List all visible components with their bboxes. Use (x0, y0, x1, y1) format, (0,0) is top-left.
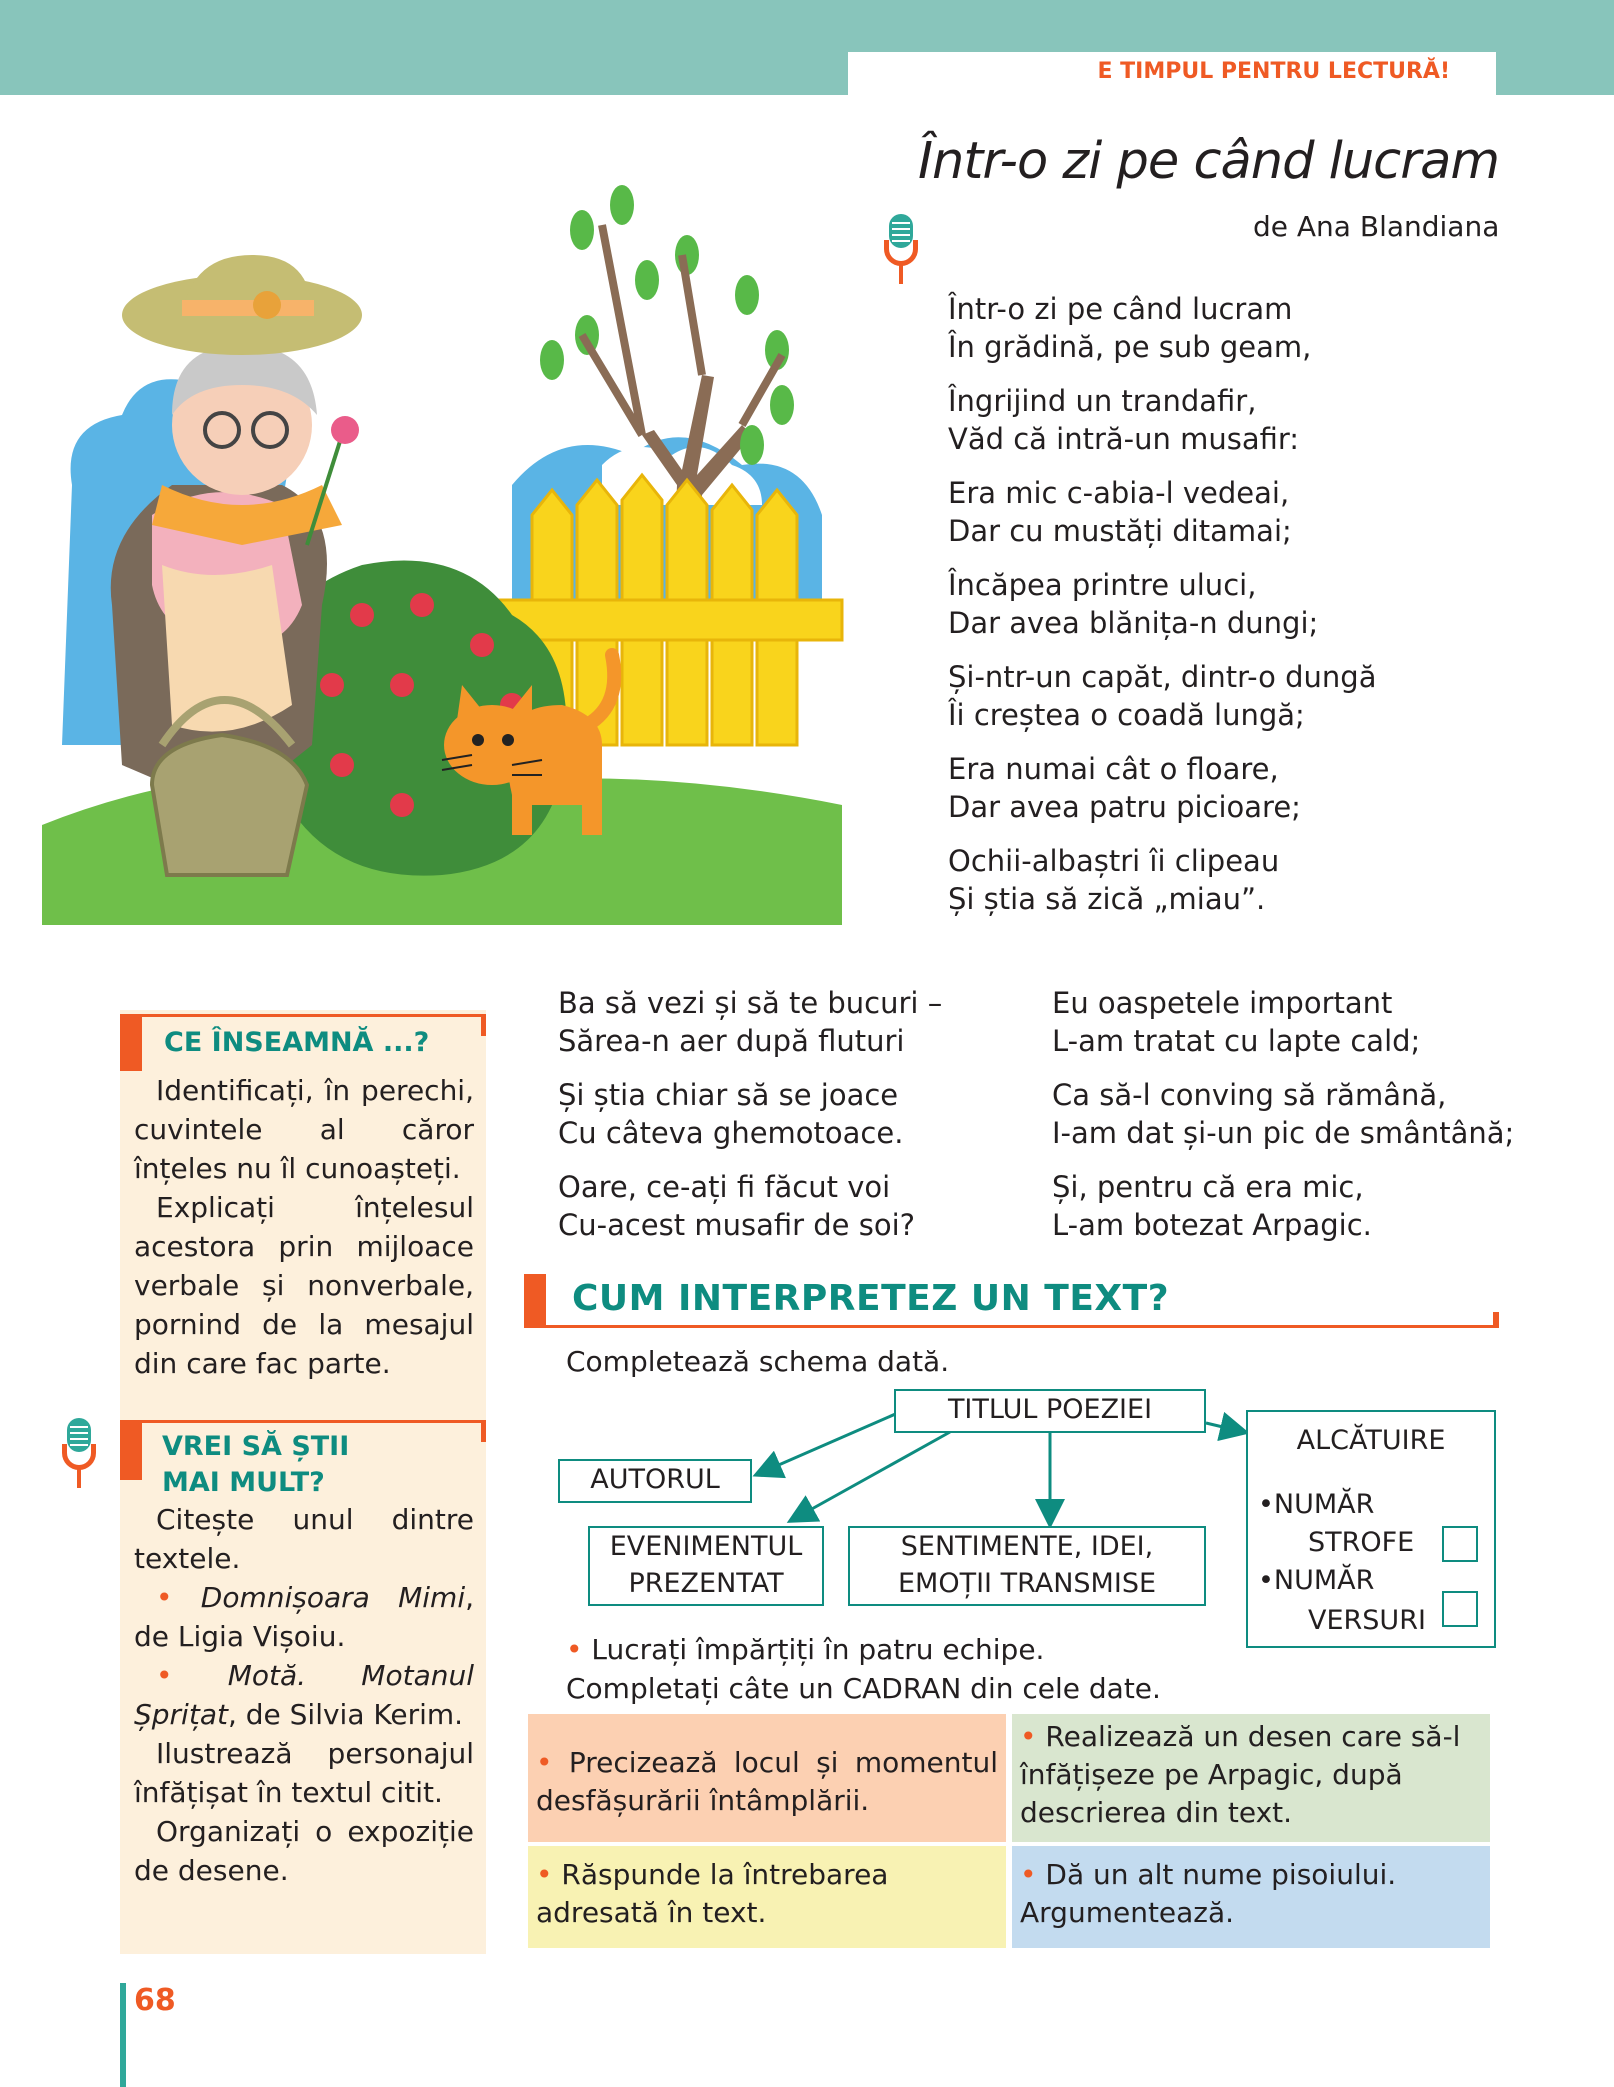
verse: Sărea-n aer după fluturi (558, 1024, 905, 1058)
page-number-bar (120, 1983, 126, 2087)
verse: Într-o zi pe când lucram (948, 292, 1293, 326)
team-task (566, 1630, 1161, 1708)
verse: Încăpea printre uluci, (948, 568, 1257, 602)
verse: Dar avea blănița-n dungi; (948, 606, 1319, 640)
structure-item: •NUMĂR (1258, 1565, 1375, 1596)
sidebar-heading-line: MAI MULT? (162, 1467, 325, 1498)
schema-author-box: AUTORUL (558, 1459, 752, 1503)
quadrant-text: Răspunde la întrebarea adresată în text. (536, 1858, 889, 1929)
team-task-line (566, 1630, 1161, 1669)
poem-column-top (948, 290, 1377, 934)
bullet: • (1020, 1858, 1037, 1891)
stanza (948, 842, 1377, 918)
sidebar-heading-line: VREI SĂ ȘTII (162, 1431, 350, 1462)
stanza (948, 566, 1377, 642)
verse: Ba să vezi și să te bucuri – (558, 986, 943, 1020)
sidebar-heading-more (120, 1420, 486, 1502)
verse: Dar cu mustăți ditamai; (948, 514, 1292, 548)
box-line: EVENIMENTUL (609, 1531, 803, 1562)
section-title: CUM INTERPRETEZ UN TEXT? (572, 1278, 1170, 1319)
verse: Îi creștea o coadă lungă; (948, 698, 1305, 732)
quadrant-location (528, 1714, 1006, 1842)
book-title: Motă. Motanul Șprițat (134, 1659, 474, 1731)
bullet: • (1020, 1720, 1037, 1753)
stanza (948, 474, 1377, 550)
box-line: SENTIMENTE, IDEI, (900, 1531, 1154, 1562)
stanza (948, 750, 1377, 826)
stanza (1052, 1076, 1514, 1152)
schema-title-box: TITLUL POEZIEI (894, 1389, 1206, 1433)
structure-title: ALCĂTUIRE (1296, 1425, 1446, 1456)
task-text: Lucrați împărțiți în patru echipe. (591, 1633, 1045, 1666)
verse: Ca să-l conving să rămână, (1052, 1078, 1447, 1112)
bullet: • (156, 1659, 173, 1692)
verse: Și-ntr-un capăt, dintr-o dungă (948, 660, 1377, 694)
book-recommendation (134, 1578, 474, 1656)
stanza (948, 658, 1377, 734)
verse: Și, pentru că era mic, (1052, 1170, 1364, 1204)
sidebar-more-text (134, 1500, 474, 1890)
schema-feelings-box (848, 1526, 1206, 1606)
schema-event-box (588, 1526, 824, 1606)
verse: Cu-acest musafir de soi? (558, 1208, 916, 1242)
verse: I-am dat și-un pic de smântână; (1052, 1116, 1515, 1150)
verse: Ochii-albaștri îi clipeau (948, 844, 1280, 878)
quadrant-text: Realizează un desen care să-l înfățișeze pe Arpagic, după descrierea din text. (1020, 1720, 1461, 1829)
stanza (948, 290, 1377, 366)
section-heading (524, 1272, 1499, 1328)
box-line: EMOȚII TRANSMISE (897, 1568, 1157, 1599)
sidebar-heading-meaning (120, 1014, 486, 1068)
versuri-count-box[interactable] (1442, 1591, 1478, 1627)
verse: Eu oaspetele important (1052, 986, 1393, 1020)
poem-column-right (1052, 984, 1514, 1260)
garden-illustration (42, 185, 852, 925)
sidebar-paragraph: Organizați o expoziție de desene. (134, 1815, 474, 1887)
book-recommendation (134, 1656, 474, 1734)
stanza (948, 382, 1377, 458)
stanza (1052, 984, 1514, 1060)
verse: L-am tratat cu lapte cald; (1052, 1024, 1421, 1058)
verse: Și știa să zică „miau”. (948, 882, 1266, 916)
quadrant-rename (1012, 1846, 1490, 1948)
poem-author: de Ana Blandiana (1253, 210, 1500, 243)
stanza (558, 984, 942, 1060)
quadrant-text: Dă un alt nume pisoiului. Argumentează. (1020, 1858, 1397, 1929)
strofe-count-box[interactable] (1442, 1526, 1478, 1562)
book-title: Domnișoara Mimi (200, 1581, 466, 1614)
verse: Văd că intră-un musafir: (948, 422, 1300, 456)
bullet: • (566, 1633, 583, 1666)
section-label: E TIMPUL PENTRU LECTURĂ! (848, 52, 1496, 95)
bullet: • (536, 1746, 553, 1779)
verse: Era mic c-abia-l vedeai, (948, 476, 1290, 510)
stanza (558, 1168, 942, 1244)
quadrant-text: Precizează locul și momentul desfășurării întâmplării. (536, 1746, 998, 1817)
sidebar-paragraph: Explicați înțelesul acestora prin mijloace verbale și nonverbale, pornind de la mesajul din care fac parte. (134, 1191, 474, 1380)
task-text: Completați câte un CADRAN din cele date. (566, 1672, 1161, 1705)
sidebar-heading-text: CE ÎNSEAMNĂ ...? (164, 1027, 430, 1058)
verse: Era numai cât o floare, (948, 752, 1279, 786)
sidebar-paragraph: Citește unul dintre textele. (134, 1503, 474, 1575)
quadrant-question (528, 1846, 1006, 1948)
stanza (558, 1076, 942, 1152)
verse: Îngrijind un trandafir, (948, 384, 1257, 418)
poem-title: Într-o zi pe când lucram (918, 132, 1500, 191)
verse: Și știa chiar să se joace (558, 1078, 899, 1112)
sidebar-paragraph: Identificați, în perechi, cuvintele al căror înțeles nu îl cunoașteți. (134, 1074, 474, 1185)
bullet: • (536, 1858, 553, 1891)
sidebar-paragraph: Ilustrează personajul înfățișat în textul citit. (134, 1737, 474, 1809)
verse: În grădină, pe sub geam, (948, 330, 1312, 364)
schema-instruction: Completează schema dată. (566, 1345, 950, 1378)
structure-item: •NUMĂR (1258, 1489, 1375, 1520)
bullet: • (156, 1581, 173, 1614)
verse: Oare, ce-ați fi făcut voi (558, 1170, 891, 1204)
sidebar-meaning-text (134, 1071, 474, 1383)
page-number: 68 (134, 1983, 176, 2018)
poem-column-left (558, 984, 942, 1260)
box-line: PREZENTAT (628, 1568, 784, 1599)
structure-item: STROFE (1308, 1527, 1415, 1558)
book-author: , de Ligia Vișoiu. (134, 1581, 475, 1653)
microphone-icon (62, 1418, 96, 1498)
microphone-icon (884, 214, 918, 294)
stanza (1052, 1168, 1514, 1244)
book-author: , de Silvia Kerim. (227, 1698, 464, 1731)
verse: Dar avea patru picioare; (948, 790, 1301, 824)
verse: Cu câteva ghemotoace. (558, 1116, 904, 1150)
quadrant-drawing (1012, 1714, 1490, 1842)
structure-item: VERSURI (1308, 1605, 1426, 1636)
verse: L-am botezat Arpagic. (1052, 1208, 1372, 1242)
sidebar-heading-text (162, 1429, 349, 1501)
